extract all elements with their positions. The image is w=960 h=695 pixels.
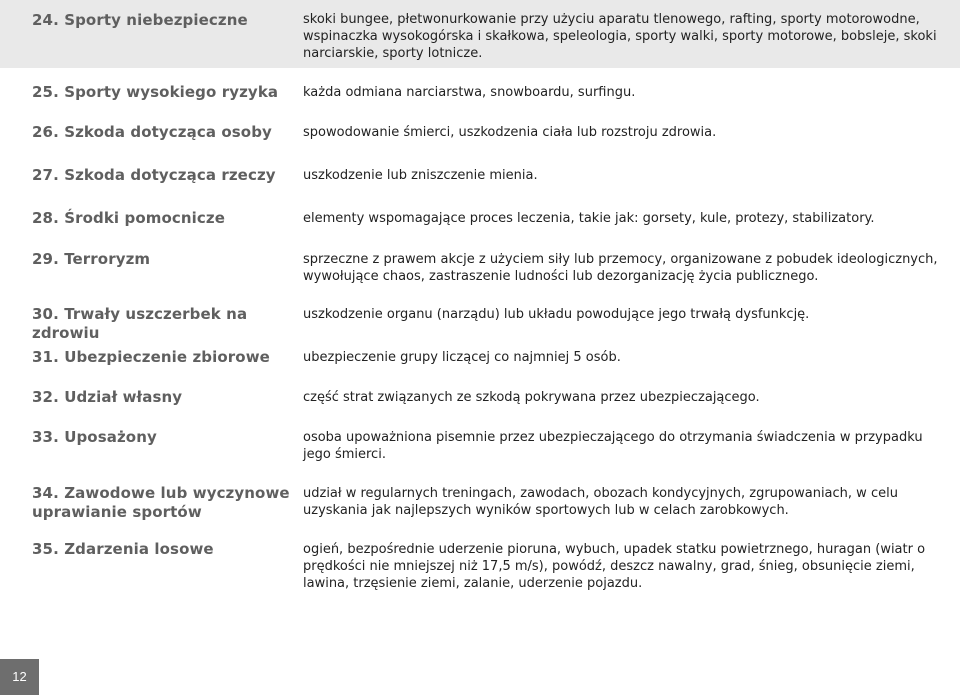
definition: elementy wspomagające proces leczenia, takie jak: gorsety, kule, protezy, stabilizatory. <box>303 211 875 226</box>
definition: część strat związanych ze szkodą pokrywana przez ubezpieczającego. <box>303 390 760 405</box>
glossary-entry-34 <box>0 484 960 528</box>
term: 28. Środki pomocnicze <box>32 209 225 227</box>
definition: uszkodzenie lub zniszczenie mienia. <box>303 168 538 183</box>
definition: każda odmiana narciarstwa, snowboardu, surfingu. <box>303 85 636 100</box>
term: 24. Sporty niebezpieczne <box>32 11 248 29</box>
glossary-entry-26 <box>0 123 960 147</box>
definition: spowodowanie śmierci, uszkodzenia ciała lub rozstroju zdrowia. <box>303 125 717 140</box>
glossary-entry-33 <box>0 428 960 468</box>
term: 27. Szkoda dotycząca rzeczy <box>32 166 276 184</box>
term: 26. Szkoda dotycząca osoby <box>32 123 272 141</box>
definition: skoki bungee, płetwonurkowanie przy użyciu aparatu tlenowego, rafting, sporty motorowodne, wspinaczka wysokogórska i skałkowa, speleologia, sporty walki, sporty motorowe, bobsleje, skoki narciarskie, sporty lotnicze. <box>303 12 937 61</box>
definition: osoba upoważniona pisemnie przez ubezpieczającego do otrzymania świadczenia w przypadku jego śmierci. <box>303 430 923 462</box>
definition: ubezpieczenie grupy liczącej co najmniej 5 osób. <box>303 350 621 365</box>
term: 31. Ubezpieczenie zbiorowe <box>32 348 270 366</box>
definition: udział w regularnych treningach, zawodach, obozach kondycyjnych, zgrupowaniach, w celu uzyskania jak najlepszych wyników sportowych lub w celach zarobkowych. <box>303 486 898 518</box>
glossary-entry-30 <box>0 305 960 342</box>
glossary-entry-24 <box>0 0 960 68</box>
page-number: 12 <box>0 659 39 695</box>
definition: uszkodzenie organu (narządu) lub układu powodujące jego trwałą dysfunkcję. <box>303 307 810 322</box>
glossary-entry-31 <box>0 348 960 372</box>
term: 25. Sporty wysokiego ryzyka <box>32 83 279 101</box>
definition: sprzeczne z prawem akcje z użyciem siły lub przemocy, organizowane z pobudek ideologicznych, wywołujące chaos, zastraszenie ludności lub dezorganizację życia publicznego. <box>303 252 938 284</box>
term: 29. Terroryzm <box>32 250 151 268</box>
term: 32. Udział własny <box>32 388 183 406</box>
glossary-entry-32 <box>0 388 960 412</box>
glossary-entry-25 <box>0 83 960 107</box>
term: 35. Zdarzenia losowe <box>32 540 214 558</box>
glossary-entry-28 <box>0 209 960 233</box>
definition: ogień, bezpośrednie uderzenie pioruna, wybuch, upadek statku powietrznego, huragan (wiatr o prędkości nie mniejszej niż 17,5 m/s), powódź, deszcz nawalny, grad, śnieg, obsunięcie ziemi, lawina, trzęsienie ziemi, zalanie, uderzenie pojazdu. <box>303 542 926 591</box>
term: 30. Trwały uszczerbek na zdrowiu <box>32 305 248 342</box>
glossary-entry-29 <box>0 250 960 290</box>
term: 33. Uposażony <box>32 428 157 446</box>
term: 34. Zawodowe lub wyczynowe uprawianie sportów <box>32 484 290 521</box>
glossary-entry-35 <box>0 540 960 596</box>
glossary-entry-27 <box>0 166 960 190</box>
